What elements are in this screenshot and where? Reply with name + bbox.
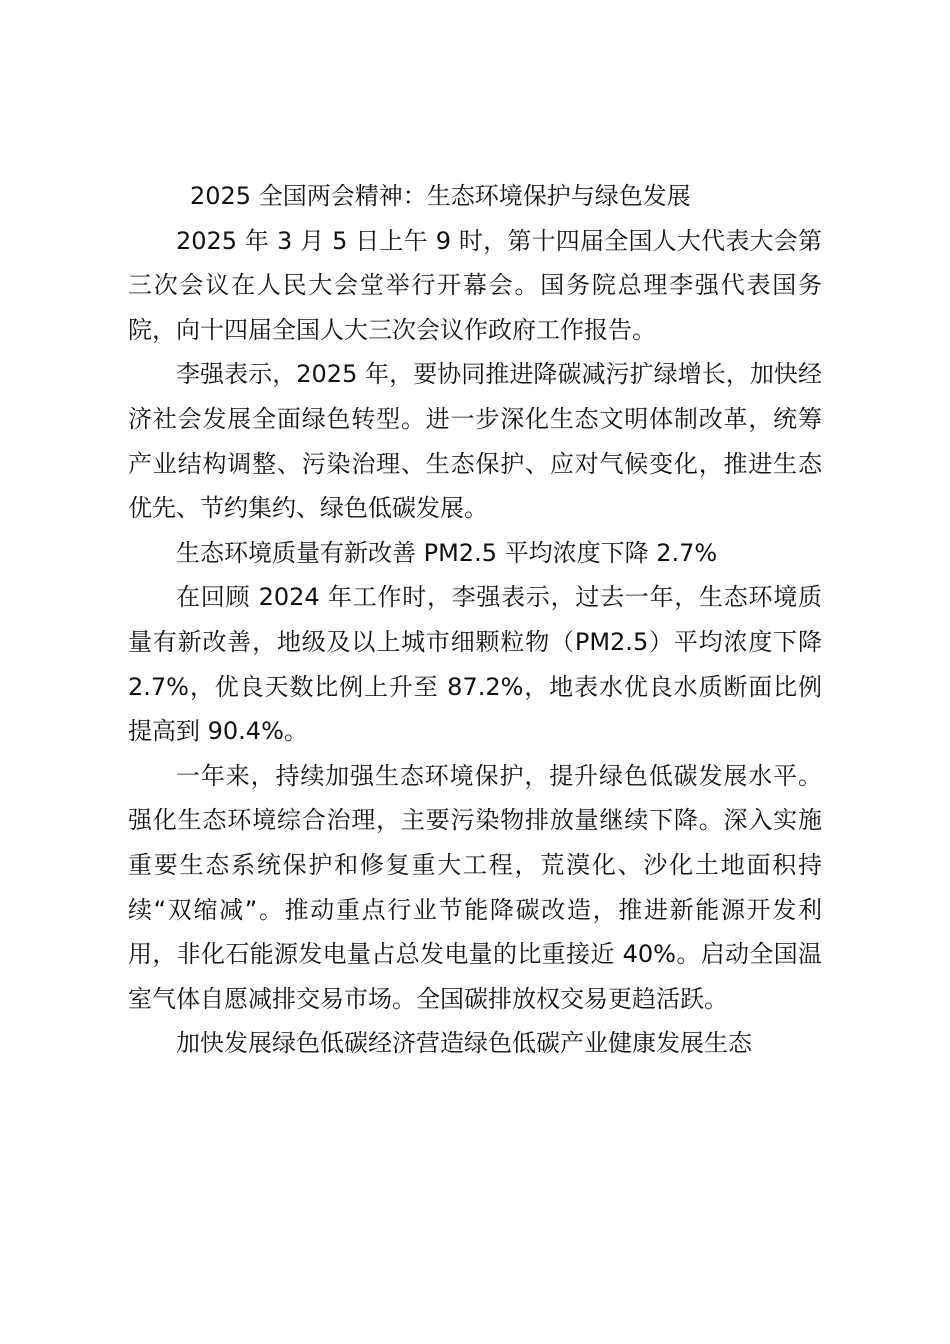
section-heading-green-economy: 加快发展绿色低碳经济营造绿色低碳产业健康发展生态	[176, 1029, 752, 1058]
paragraph-2024-review: 在回顾 2024 年工作时，李强表示，过去一年，生态环境质量有新改善，地级及以上城市细颗粒物（PM2.5）平均浓度下降 2.7%，优良天数比例上升至 87.2%，地表水优良水质断面比例提高到 90.4%。	[128, 583, 822, 746]
section-heading-environment-quality: 生态环境质量有新改善 PM2.5 平均浓度下降 2.7%	[176, 538, 718, 567]
paragraph-year-progress: 一年来，持续加强生态环境保护，提升绿色低碳发展水平。强化生态环境综合治理，主要污染物排放量继续下降。深入实施重要生态系统保护和修复重大工程，荒漠化、沙化土地面积持续“双缩减”。推动重点行业节能降碳改造，推进新能源开发利用，非化石能源发电量占总发电量的比重接近 40%。启动全国温室气体自愿减排交易市场。全国碳排放权交易更趋活跃。	[128, 761, 822, 1013]
paragraph-green-transition: 李强表示，2025 年，要协同推进降碳减污扩绿增长，加快经济社会发展全面绿色转型。进一步深化生态文明体制改革，统筹产业结构调整、污染治理、生态保护、应对气候变化，推进生态优先、节约集约、绿色低碳发展。	[128, 360, 822, 523]
paragraph-opening-session: 2025 年 3 月 5 日上午 9 时，第十四届全国人大代表大会第三次会议在人民大会堂举行开幕会。国务院总理李强代表国务院，向十四届全国人大三次会议作政府工作报告。	[128, 226, 822, 344]
document-title: 2025 全国两会精神：生态环境保护与绿色发展	[190, 182, 691, 210]
document-body	[128, 174, 822, 1066]
